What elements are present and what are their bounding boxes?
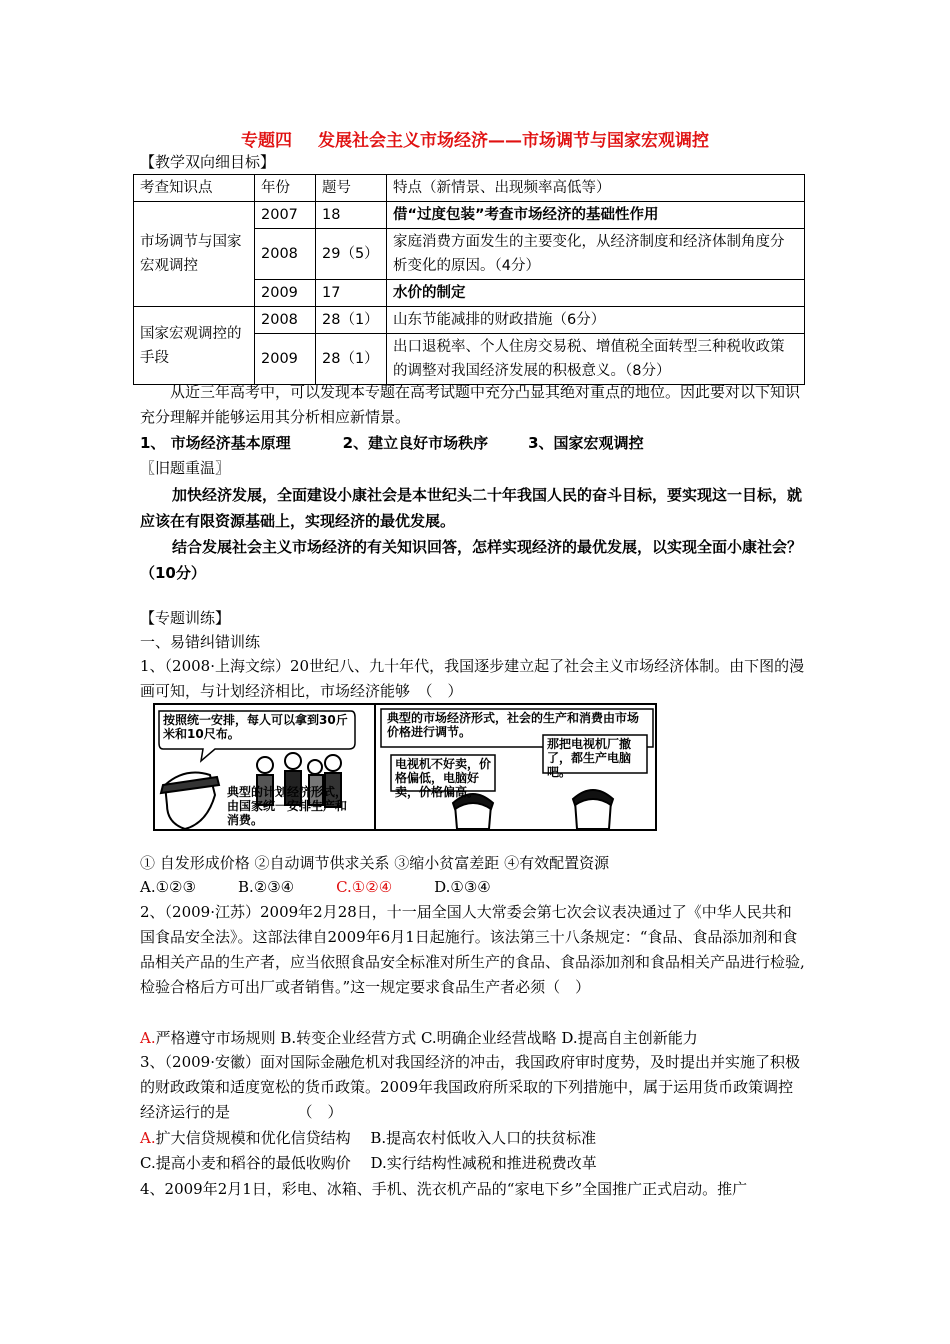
training-heading: 【专题训练】 [140,609,231,627]
table-cell: 18 [316,202,387,229]
question-3-stem: 3、（2009·安徽）面对国际金融危机对我国经济的冲击，我国政府审时度势，及时提出并实施了积极的财政政策和适度宽松的货币政策。2009年我国政府所采取的下列措施中，属于运用货币政策调控经济运行的是 （ ） [140,1053,800,1121]
question-3-options-cd: C.提高小麦和稻谷的最低收购价 D.实行结构性减税和推进税费改革 [140,1154,597,1172]
table-cell: 2008 [255,229,316,280]
comic-right-caption: 典型的市场经济形式，社会的生产和消费由市场价格进行调节。 [387,711,640,739]
table-cell: 2009 [255,334,316,385]
table-header: 年份 [255,175,316,202]
option-bcd: B.转变企业经营方式 C.明确企业经营战略 D.提高自主创新能力 [275,1029,698,1047]
table-cell: 借“过度包装”考查市场经济的基础性作用 [387,202,805,229]
option-d: D.①③④ [434,878,491,896]
table-cell: 28（1） [316,334,387,385]
option-a: 严格遵守市场规则 [155,1029,276,1047]
option-a-answer-letter: A. [140,1029,156,1047]
table-cell: 出口退税率、个人住房交易税、增值税全面转型三种税收政策的调整对我国经济发展的积极意义。（8分） [387,334,805,385]
table-header: 特点（新情景、出现频率高低等） [387,175,805,202]
title-part2: 发展社会主义市场经济——市场调节与国家宏观调控 [318,131,709,151]
table-cell: 28（1） [316,307,387,334]
option-b: B.②③④ [237,878,295,896]
table-row [134,202,805,229]
table-header-row [134,175,805,202]
table-cell: 2009 [255,280,316,307]
comic-right-bubble-2: 那把电视机厂撤了，都生产电脑吧。 [547,737,632,779]
table-cell: 2007 [255,202,316,229]
option-a: A.①②③ [140,878,196,896]
table-group-cell: 国家宏观调控的手段 [134,307,255,385]
comic-illustration [153,703,657,831]
table-cell: 17 [316,280,387,307]
table-cell: 山东节能减排的财政措施（6分） [387,307,805,334]
topic-item: 1、 市场经济基本原理 [140,434,291,452]
review-paragraph-2: 结合发展社会主义市场经济的有关知识回答，怎样实现经济的最优发展，以实现全面小康社会？（10分） [140,538,803,582]
title-part1: 专题四 [241,131,292,151]
comic-left-bubble: 按照统一安排，每人可以拿到30斤米和10尺布。 [163,713,348,741]
table-header: 题号 [316,175,387,202]
question-2-options [140,1026,820,1051]
table-group-cell: 市场调节与国家宏观调控 [134,202,255,307]
review-heading: 〖旧题重温〗 [140,459,231,477]
question-1-options [140,875,491,900]
training-subheading: 一、易错纠错训练 [140,633,261,651]
goals-table [133,174,805,385]
table-cell: 水价的制定 [387,280,805,307]
table-cell: 2008 [255,307,316,334]
intro-paragraph: 从近三年高考中，可以发现本专题在高考试题中充分凸显其绝对重点的地位。因此要对以下知识充分理解并能够运用其分析相应新情景。 [140,383,801,426]
section-goals: 【教学双向细目标】 [140,153,276,171]
review-paragraph-1: 加快经济发展，全面建设小康社会是本世纪头二十年我国人民的奋斗目标，要实现这一目标，就应该在有限资源基础上，实现经济的最优发展。 [140,486,803,530]
question-1-statements: ① 自发形成价格 ②自动调节供求关系 ③缩小贫富差距 ④有效配置资源 [140,854,610,872]
topic-item: 2、建立良好市场秩序 [342,434,489,452]
option-a-answer-letter: A. [140,1129,156,1147]
option-ab: 扩大信贷规模和优化信贷结构 B.提高农村低收入人口的扶贫标准 [155,1129,597,1147]
topic-item: 3、国家宏观调控 [528,434,644,452]
table-row [134,307,805,334]
page-title [0,126,950,151]
question-2-stem: 2、（2009·江苏）2009年2月28日，十一届全国人大常委会第七次会议表决通过了《中华人民共和国食品安全法》。这部法律自2009年6月1日起施行。该法第三十八条规定：“食品、食品添加剂和食品相关产品的生产者，应当依照食品安全标准对所生产的食品、食品添加剂和食品相关产品进行检验,检验合格后方可出厂或者销售。”这一规定要求食品生产者必须（ ） [140,903,805,996]
comic-left-caption: 典型的计划经济形式，由国家统一安排生产和消费。 [227,785,348,827]
table-cell: 29（5） [316,229,387,280]
topics-line [140,431,644,456]
question-4-stem: 4、2009年2月1日，彩电、冰箱、手机、洗衣机产品的“家电下乡”全国推广正式启动。推广 [140,1180,748,1198]
table-header: 考查知识点 [134,175,255,202]
question-3-options-ab [140,1126,596,1151]
table-cell: 家庭消费方面发生的主要变化，从经济制度和经济体制角度分析变化的原因。（4分） [387,229,805,280]
option-c-answer: C.①②④ [336,878,393,896]
question-1-stem: 1、（2008·上海文综）20世纪八、九十年代，我国逐步建立起了社会主义市场经济体制。由下图的漫画可知，与计划经济相比，市场经济能够 （ ） [140,657,805,700]
comic-right-bubble-1: 电视机不好卖，价格偏低，电脑好卖，价格偏高。 [395,757,492,799]
